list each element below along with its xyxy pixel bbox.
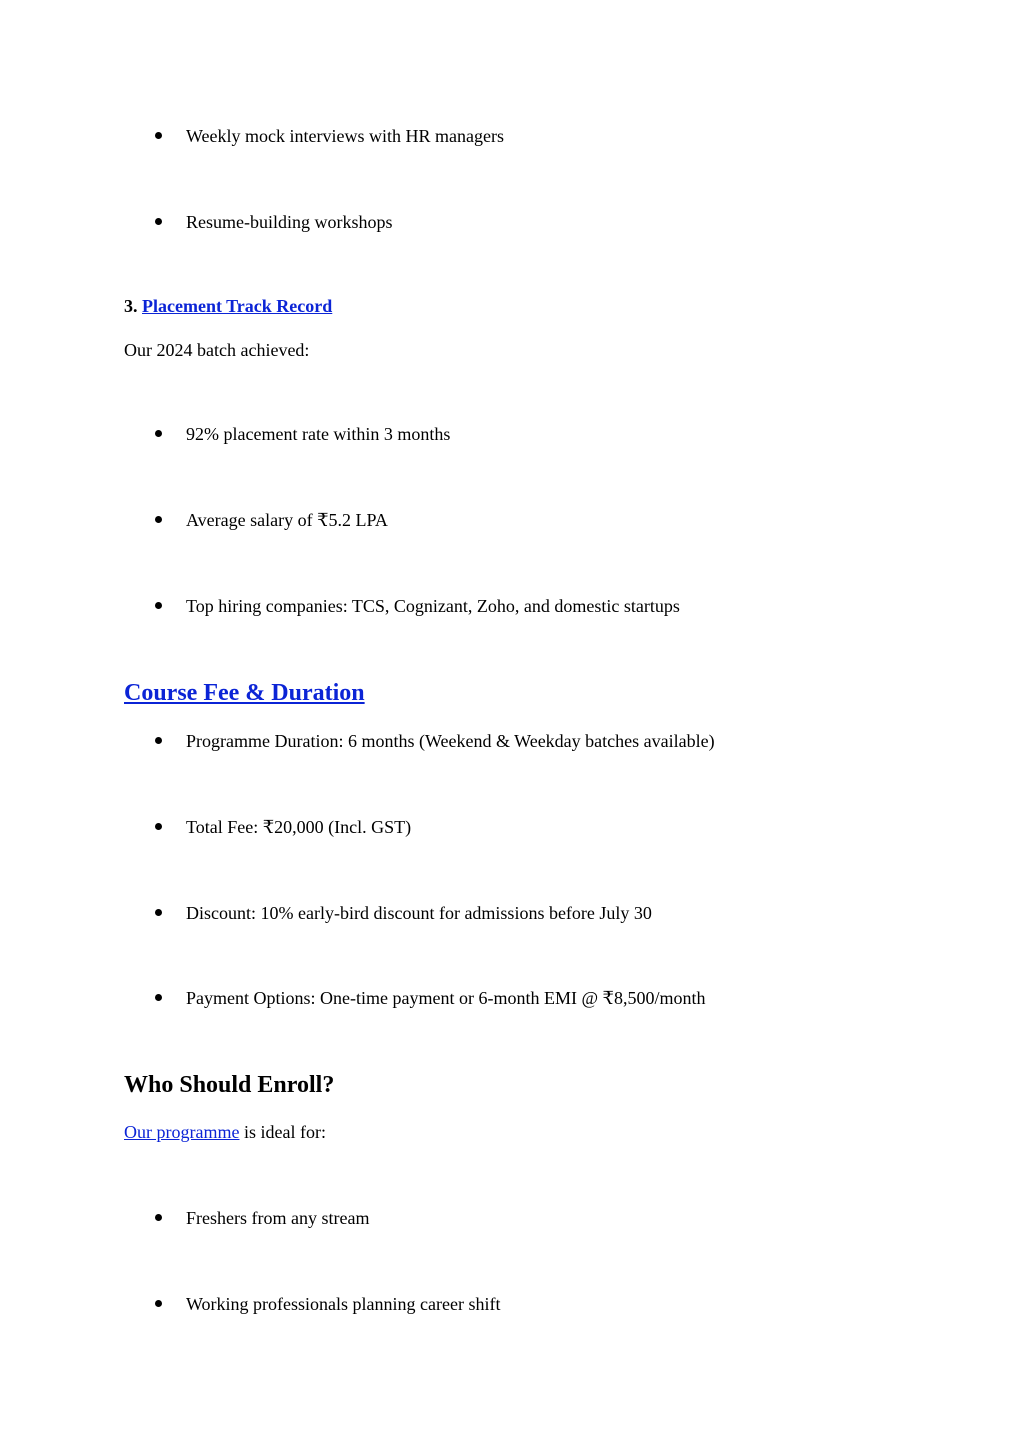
list-item-text: Discount: 10% early-bird discount for admissions before July 30 (186, 903, 652, 923)
list-item (0, 899, 1024, 927)
placement-subheading (124, 292, 332, 320)
list-item (0, 1204, 1024, 1232)
list-item (0, 592, 1024, 620)
list-item-text: Weekly mock interviews with HR managers (186, 126, 504, 146)
enroll-intro-text: is ideal for: (239, 1122, 326, 1142)
bullet-icon (155, 994, 162, 1001)
bullet-icon (155, 737, 162, 744)
course-fee-heading (124, 676, 365, 710)
list-item-text: Payment Options: One-time payment or 6-month EMI @ ₹8,500/month (186, 988, 706, 1008)
enroll-intro (124, 1118, 326, 1146)
list-item-text: Freshers from any stream (186, 1208, 370, 1228)
list-item (0, 813, 1024, 841)
list-item (0, 208, 1024, 236)
list-item-text: Working professionals planning career shift (186, 1294, 501, 1314)
section-number: 3. (124, 296, 138, 316)
list-item (0, 420, 1024, 448)
bullet-icon (155, 132, 162, 139)
our-programme-link[interactable]: Our programme (124, 1122, 240, 1142)
bullet-icon (155, 430, 162, 437)
list-item (0, 122, 1024, 150)
placement-intro: Our 2024 batch achieved: (124, 340, 310, 360)
placement-track-record-link[interactable]: Placement Track Record (142, 296, 333, 316)
list-item-text: Total Fee: ₹20,000 (Incl. GST) (186, 817, 412, 837)
bullet-icon (155, 218, 162, 225)
course-fee-duration-link[interactable]: Course Fee & Duration (124, 680, 365, 706)
bullet-icon (155, 602, 162, 609)
list-item (0, 727, 1024, 755)
bullet-icon (155, 823, 162, 830)
who-should-enroll-heading: Who Should Enroll? (124, 1072, 335, 1098)
list-item-text: 92% placement rate within 3 months (186, 424, 451, 444)
list-item-text: Average salary of ₹5.2 LPA (186, 510, 388, 530)
list-item (0, 1290, 1024, 1318)
list-item-text: Top hiring companies: TCS, Cognizant, Zoho, and domestic startups (186, 596, 680, 616)
list-item (0, 506, 1024, 534)
bullet-icon (155, 1214, 162, 1221)
bullet-icon (155, 909, 162, 916)
list-item (0, 984, 1024, 1012)
bullet-icon (155, 516, 162, 523)
bullet-icon (155, 1300, 162, 1307)
list-item-text: Programme Duration: 6 months (Weekend & Weekday batches available) (186, 731, 715, 751)
list-item-text: Resume-building workshops (186, 212, 393, 232)
